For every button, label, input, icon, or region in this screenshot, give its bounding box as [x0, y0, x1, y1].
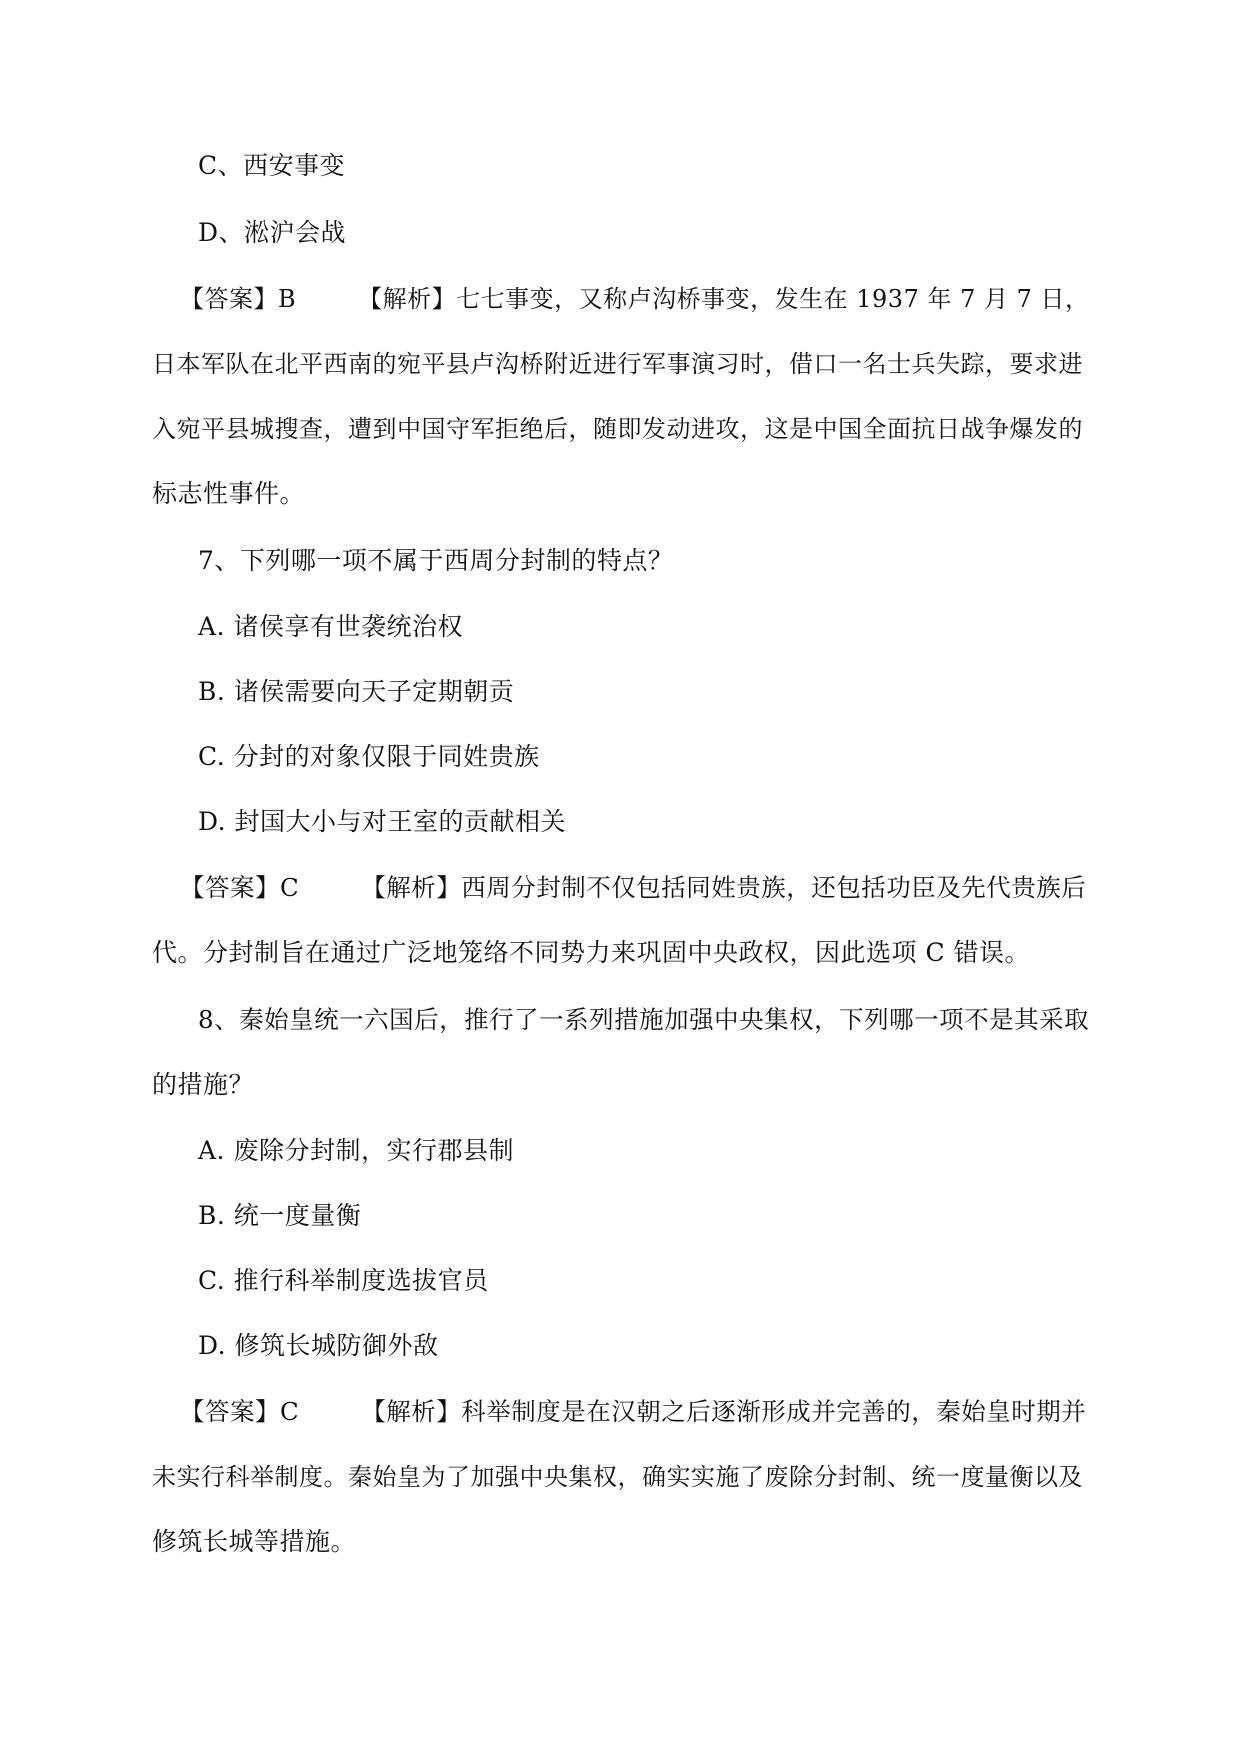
q7-question: 7、下列哪一项不属于西周分封制的特点？ [198, 546, 674, 575]
q6-explanation-line4: 标志性事件。 [152, 479, 306, 508]
q8-option-c: C. 推行科举制度选拔官员 [198, 1266, 489, 1295]
q6-answer: 【答案】B [180, 285, 297, 313]
q8-explanation-line2: 未实行科举制度。秦始皇为了加强中央集权，确实实施了废除分封制、统一度量衡以及 [152, 1463, 1083, 1491]
q6-answer-line [180, 284, 1090, 314]
q8-answer-line [180, 1397, 1086, 1427]
q7-explanation-line2: 代。分封制旨在通过广泛地笼络不同势力来巩固中央政权，因此选项 C 错误。 [152, 938, 1031, 967]
q8-explanation-label: 【解析】 [361, 1397, 462, 1426]
q8-question-line1: 8、秦始皇统一六国后，推行了一系列措施加强中央集权，下列哪一项不是其采取 [198, 1005, 1090, 1034]
q7-option-c: C. 分封的对象仅限于同姓贵族 [198, 742, 540, 771]
q8-option-d: D. 修筑长城防御外敌 [198, 1331, 439, 1360]
q6-explanation-line3: 入宛平县城搜查，遭到中国守军拒绝后，随即发动进攻，这是中国全面抗日战争爆发的 [152, 415, 1083, 443]
q8-answer: 【答案】C [180, 1397, 300, 1426]
q8-question-line2: 的措施？ [152, 1070, 255, 1099]
q8-explanation-line1: 科举制度是在汉朝之后逐渐形成并完善的，秦始皇时期并 [461, 1397, 1087, 1426]
q7-explanation-label: 【解析】 [361, 873, 462, 902]
q7-option-a: A. 诸侯享有世袭统治权 [198, 612, 463, 641]
q7-answer: 【答案】C [180, 873, 300, 902]
q7-option-d: D. 封国大小与对王室的贡献相关 [198, 807, 567, 836]
q6-option-c: C、西安事变 [198, 151, 346, 180]
q8-option-b: B. 统一度量衡 [198, 1201, 362, 1230]
q6-explanation-label: 【解析】 [358, 285, 457, 313]
q7-option-b: B. 诸侯需要向天子定期朝贡 [198, 677, 515, 706]
q6-explanation-line2: 日本军队在北平西南的宛平县卢沟桥附近进行军事演习时，借口一名士兵失踪，要求进 [152, 350, 1083, 378]
q7-answer-line [180, 873, 1086, 903]
q7-explanation-line1: 西周分封制不仅包括同姓贵族，还包括功臣及先代贵族后 [461, 873, 1087, 902]
q8-explanation-line3: 修筑长城等措施。 [152, 1527, 357, 1556]
q8-option-a: A. 废除分封制，实行郡县制 [198, 1136, 514, 1165]
q6-explanation-line1: 七七事变，又称卢沟桥事变，发生在 1937 年 7 月 7 日， [456, 285, 1090, 313]
q6-option-d: D、淞沪会战 [198, 218, 347, 247]
